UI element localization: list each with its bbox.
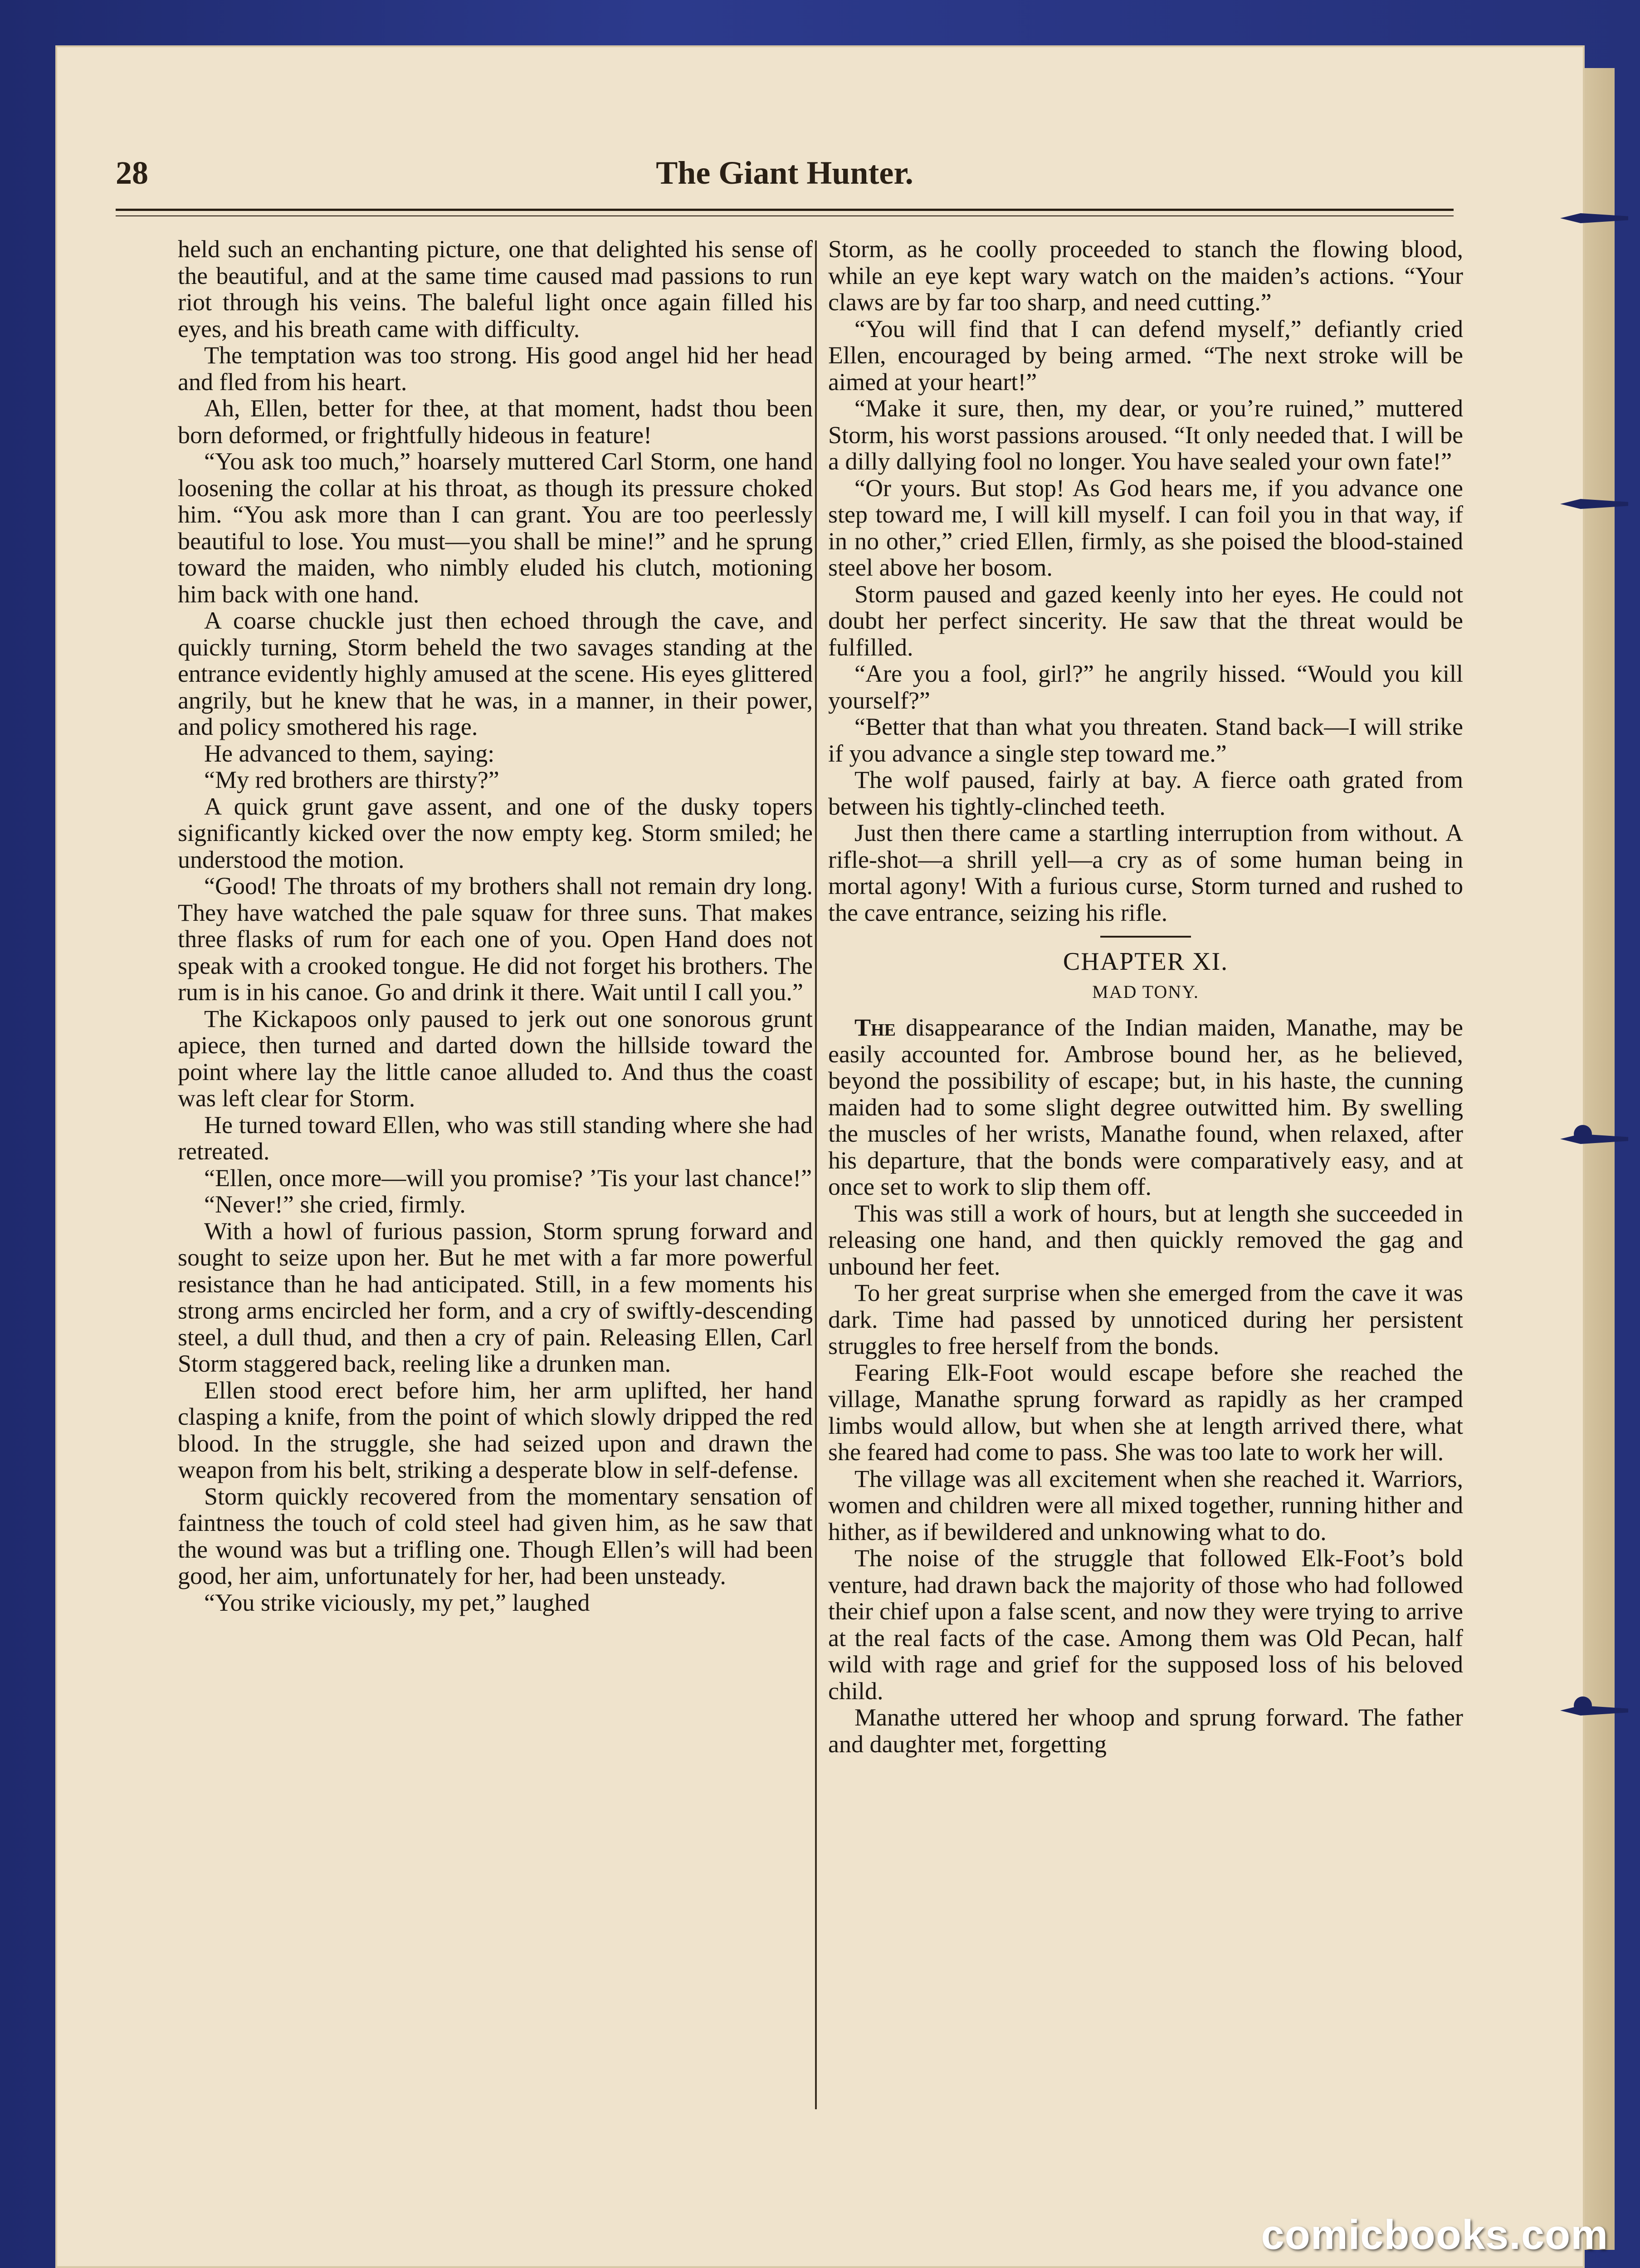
paragraph: Ah, Ellen, better for thee, at that moment, hadst thou been born deformed, or frightfully hideous in feature! xyxy=(178,395,813,449)
left-column xyxy=(178,236,813,1616)
paragraph: “Are you a fool, girl?” he angrily hissed. “Would you kill yourself?” xyxy=(828,660,1463,714)
paragraph: “Ellen, once more—will you promise? ’Tis your last chance!” xyxy=(204,1164,812,1192)
watermark: comicbooks.com xyxy=(1261,2212,1608,2258)
binding-knot xyxy=(1574,1696,1592,1715)
paragraph: The Kickapoos only paused to jerk out one sonorous grunt apiece, then turned and darted down the hillside toward the point where lay the little canoe alluded to. And thus the coast was left clear for Storm. xyxy=(178,1005,813,1112)
paragraph: Manathe uttered her whoop and sprung forward. The father and daughter met, forgetting xyxy=(828,1704,1463,1758)
chapter-title: CHAPTER XI. xyxy=(1063,948,1229,976)
paragraph: The wolf paused, fairly at bay. A fierce oath grated from between his tightly-clinched teeth. xyxy=(828,766,1463,820)
paragraph: “You ask too much,” hoarsely muttered Carl Storm, one hand loosening the collar at his throat, as though its pressure choked him. “You ask more than I can grant. You are too peerlessly beautiful to lose. You must—you shall be mine!” and he sprung toward the maiden, who nimbly eluded his clutch, motioning him back with one hand. xyxy=(178,448,813,608)
paragraph: held such an enchanting picture, one that delighted his sense of the beautiful, and at the same time caused mad passions to run riot through his veins. The baleful light once again filled his eyes, and his breath came with difficulty. xyxy=(178,235,813,342)
paragraph: Storm, as he coolly proceeded to stanch the flowing blood, while an eye kept wary watch on the maiden’s actions. “Your claws are by far too sharp, and need cutting.” xyxy=(828,235,1463,316)
page-number: 28 xyxy=(116,155,148,191)
paragraph: “You will find that I can defend myself,” defiantly cried Ellen, encouraged by being armed. “The next stroke will be aimed at your heart!” xyxy=(828,315,1463,396)
paragraph: Storm quickly recovered from the momentary sensation of faintness the touch of cold steel had given him, as he saw that the wound was but a trifling one. Though Ellen’s will had been good, her aim, unfortunately for her, had been unsteady. xyxy=(178,1482,813,1589)
running-title: The Giant Hunter. xyxy=(656,155,913,191)
binding-knot xyxy=(1574,1125,1592,1143)
drop-word: The xyxy=(854,1014,896,1041)
chapter-rule xyxy=(1100,936,1191,938)
paragraph: The noise of the struggle that followed Elk-Foot’s bold venture, had drawn back the majority of those who had followed their chief upon a false scent, and now they were trying to arrive at the real facts of the case. Among them was Old Pecan, half wild with rage and grief for the supposed loss of his beloved child. xyxy=(828,1545,1463,1705)
right-column xyxy=(828,236,1463,1757)
paragraph: A coarse chuckle just then echoed through the cave, and quickly turning, Storm beheld the two savages standing at the entrance evidently highly amused at the scene. His eyes glittered angrily, but he knew that he was, in a manner, in their power, and policy smothered his rage. xyxy=(178,607,813,740)
paragraph: “My red brothers are thirsty?” xyxy=(204,766,499,793)
paragraph: The village was all excitement when she reached it. Warriors, women and children were all mixed together, running hither and hither, as if bewildered and unknowing what to do. xyxy=(828,1465,1463,1545)
paragraph: With a howl of furious passion, Storm sprung forward and sought to seize upon her. But he met with a far more powerful resistance than he had anticipated. Still, in a few moments his strong arms encircled her form, and a cry of swiftly-descending steel, a dull thud, and then a cry of pain. Releasing Ellen, Carl Storm staggered back, reeling like a drunken man. xyxy=(178,1217,813,1377)
paragraph: He advanced to them, saying: xyxy=(204,739,495,767)
paragraph: “Make it sure, then, my dear, or you’re ruined,” muttered Storm, his worst passions aroused. “It only needed that. I will be a dilly dallying fool no longer. You have sealed your own fate!” xyxy=(828,395,1463,475)
paragraph: A quick grunt gave assent, and one of the dusky topers significantly kicked over the now empty keg. Storm smiled; he understood the motion. xyxy=(178,792,813,873)
page-header xyxy=(116,154,1454,209)
chapter-opening-paragraph xyxy=(828,1014,1463,1200)
paragraph: “You strike viciously, my pet,” laughed xyxy=(204,1589,590,1616)
paragraph: Storm paused and gazed keenly into her eyes. He could not doubt her perfect sincerity. He saw that the threat would be fulfilled. xyxy=(828,580,1463,661)
paragraph: The temptation was too strong. His good angel hid her head and fled from his heart. xyxy=(178,342,813,396)
paragraph: He turned toward Ellen, who was still standing where she had retreated. xyxy=(178,1111,813,1165)
paragraph: “Never!” she cried, firmly. xyxy=(204,1191,466,1218)
paragraph: To her great surprise when she emerged from the cave it was dark. Time had passed by unnoticed during her persistent struggles to free herself from the bonds. xyxy=(828,1279,1463,1359)
paragraph: “Better that than what you threaten. Stand back—I will strike if you advance a single step toward me.” xyxy=(828,713,1463,767)
chapter-subtitle: MAD TONY. xyxy=(1092,981,1199,1002)
column-divider xyxy=(815,240,817,2109)
paragraph: Ellen stood erect before him, her arm uplifted, her hand clasping a knife, from the point of which slowly dripped the red blood. In the struggle, she had seized upon and drawn the weapon from his belt, striking a desperate blow in self-defense. xyxy=(178,1376,813,1483)
header-rule xyxy=(116,209,1454,216)
paragraph: “Or yours. But stop! As God hears me, if you advance one step toward me, I will kill myself. I can foil you in that way, if in no other,” cried Ellen, firmly, as she poised the blood-stained steel above her bosom. xyxy=(828,474,1463,581)
paragraph: This was still a work of hours, but at length she succeeded in releasing one hand, and then quickly removed the gag and unbound her feet. xyxy=(828,1199,1463,1280)
paragraph: Just then there came a startling interruption from without. A rifle-shot—a shrill yell—a cry as of some human being in mortal agony! With a furious curse, Storm turned and rushed to the cave entrance, seizing his rifle. xyxy=(828,819,1463,926)
paragraph: “Good! The throats of my brothers shall not remain dry long. They have watched the pale squaw for three suns. That makes three flasks of rum for each one of you. Open Hand does not speak with a crooked tongue. He did not forget his brothers. The rum is in his canoe. Go and drink it there. Wait until I call you.” xyxy=(178,872,813,1006)
opening-text: disappearance of the Indian maiden, Manathe, may be easily accounted for. Ambrose bound her, as he believed, beyond the possibility of escape; but, in his haste, the cunning maiden had to some slight degree outwitted him. By swelling the muscles of her wrists, Manathe found, when relaxed, after his departure, that the bonds were comparatively easy, and at once set to work to slip them off. xyxy=(828,1014,1463,1200)
paragraph: Fearing Elk-Foot would escape before she reached the village, Manathe sprung forward as rapidly as her cramped limbs would allow, but when she at length arrived there, what she feared had come to pass. She was too late to work her will. xyxy=(828,1359,1463,1466)
